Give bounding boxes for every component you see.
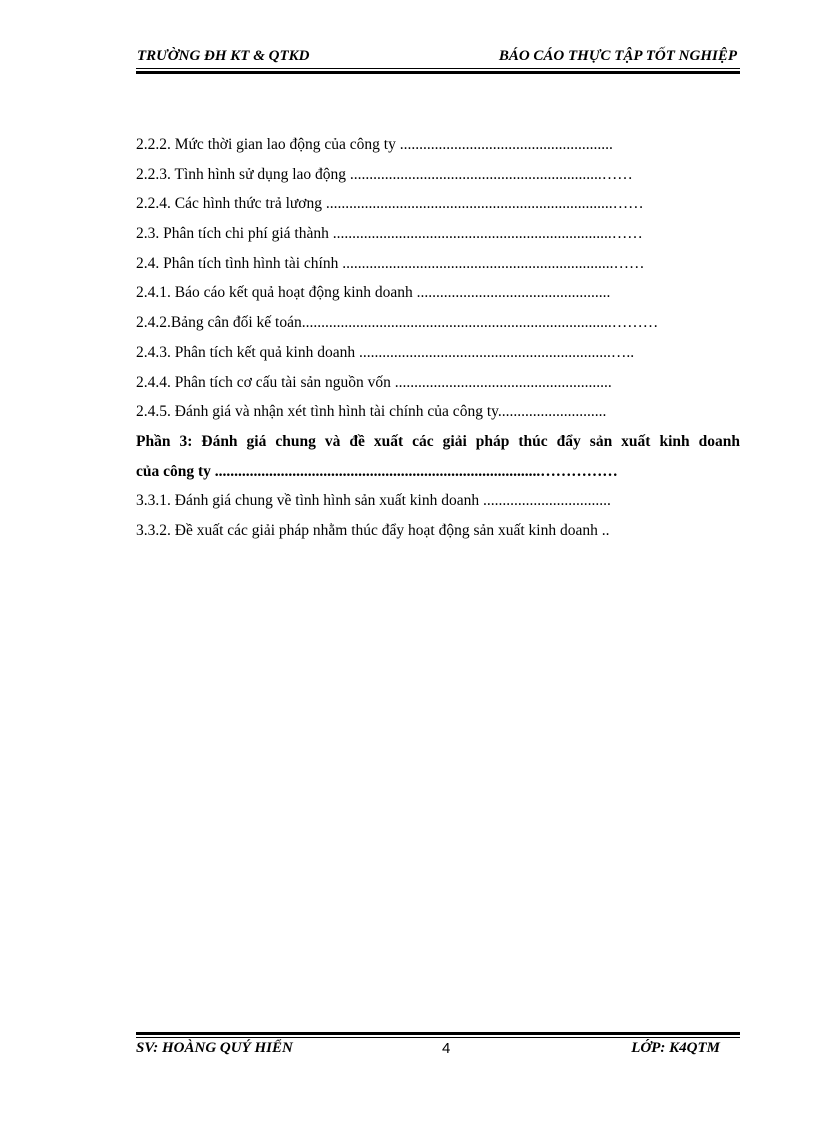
toc-part-heading-continued: của công ty ....................................................................................…………… (136, 462, 618, 480)
toc-entry: 3.3.1. Đánh giá chung về tình hình sản xuất kinh doanh ................................. (136, 492, 611, 510)
table-of-contents (136, 130, 740, 546)
header-school: TRƯỜNG ĐH KT & QTKD (137, 48, 310, 64)
toc-part-heading: Phần 3: Đánh giá chung và đề xuất các giải pháp thúc đẩy sản xuất kinh doanh (136, 432, 740, 450)
page-number: 4 (442, 1040, 451, 1057)
toc-entry: 3.3.2. Đề xuất các giải pháp nhằm thúc đẩy hoạt động sản xuất kinh doanh .. (136, 521, 610, 539)
page-footer (136, 1040, 740, 1060)
toc-entry: 2.2.4. Các hình thức trả lương ..........................................................................…… (136, 195, 644, 213)
footer-rule-thick (136, 1032, 740, 1035)
toc-entry: 2.4.1. Báo cáo kết quả hoạt động kinh doanh .................................................. (136, 284, 611, 302)
toc-entry: 2.2.3. Tình hình sử dụng lao động .................................................................…… (136, 165, 633, 183)
footer-class: LỚP: K4QTM (631, 1040, 720, 1056)
toc-entry: 2.4.4. Phân tích cơ cấu tài sản nguồn vốn ........................................................ (136, 373, 612, 391)
toc-entry: 2.3. Phân tích chi phí giá thành ........................................................................…… (136, 225, 643, 243)
footer-rule-thin (136, 1037, 740, 1038)
header-rule-thick (136, 71, 740, 74)
toc-entry: 2.4.2.Bảng cân đối kế toán................................................................................……… (136, 314, 659, 332)
header-rule-thin (136, 68, 740, 69)
toc-entry: 2.4.3. Phân tích kết quả kinh doanh .................................................................….. (136, 343, 635, 361)
page-header (137, 48, 737, 68)
toc-entry: 2.4. Phân tích tình hình tài chính ......................................................................…… (136, 254, 645, 272)
footer-student: SV: HOÀNG QUÝ HIỂN (136, 1040, 293, 1056)
toc-entry: 2.4.5. Đánh giá và nhận xét tình hình tài chính của công ty............................ (136, 403, 607, 421)
toc-entry: 2.2.2. Mức thời gian lao động của công ty ....................................................... (136, 136, 613, 153)
header-report-title: BÁO CÁO THỰC TẬP TỐT NGHIỆP (498, 48, 737, 64)
